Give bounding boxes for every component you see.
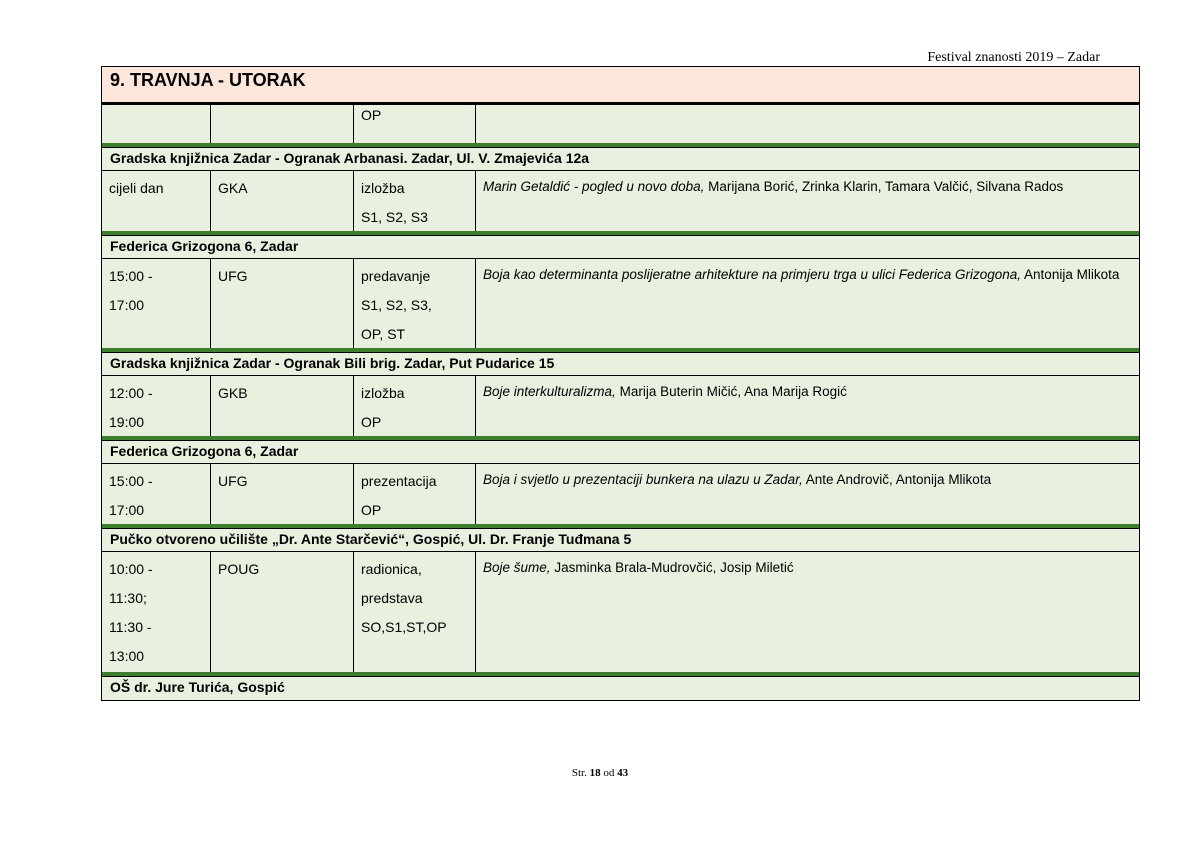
event-title: Boja i svjetlo u prezentaciji bunkera na ulazu u Zadar, bbox=[483, 472, 803, 487]
description-cell bbox=[476, 552, 1139, 672]
location-row: Gradska knjižnica Zadar - Ogranak Bili brig. Zadar, Put Pudarice 15 bbox=[102, 348, 1139, 376]
footer-mid: od bbox=[603, 767, 615, 779]
time-line: 15:00 - bbox=[109, 473, 153, 489]
time-line: 19:00 bbox=[109, 414, 145, 430]
event-authors: Ante Androvič, Antonija Mlikota bbox=[805, 472, 992, 487]
type-line: OP bbox=[361, 414, 382, 430]
type-cell: OP bbox=[354, 105, 476, 143]
type-line: SO,S1,ST,OP bbox=[361, 619, 447, 635]
event-title: Marin Getaldić - pogled u novo doba, bbox=[483, 179, 705, 194]
type-cell bbox=[354, 376, 476, 436]
type-line: prezentacija bbox=[361, 473, 437, 489]
code-cell: UFG bbox=[211, 464, 354, 524]
code-cell: UFG bbox=[211, 259, 354, 348]
event-authors: Marijana Borić, Zrinka Klarin, Tamara Valčić, Silvana Rados bbox=[708, 179, 1064, 194]
running-header: Festival znanosti 2019 – Zadar bbox=[927, 50, 1100, 65]
table-row bbox=[102, 105, 1139, 143]
time-cell bbox=[102, 376, 211, 436]
total-pages: 43 bbox=[617, 767, 629, 779]
type-cell bbox=[354, 552, 476, 672]
table-row bbox=[102, 552, 1139, 672]
type-line: predstava bbox=[361, 590, 423, 606]
code-cell: GKA bbox=[211, 171, 354, 231]
location-row: Pučko otvoreno učilište „Dr. Ante Starčević“, Gospić, Ul. Dr. Franje Tuđmana 5 bbox=[102, 524, 1139, 552]
time-cell bbox=[102, 171, 211, 231]
current-page-number: 18 bbox=[589, 767, 601, 779]
code-cell bbox=[211, 105, 354, 143]
day-title: 9. TRAVNJA - UTORAK bbox=[102, 67, 1139, 105]
type-line: predavanje bbox=[361, 268, 431, 284]
type-line: izložba bbox=[361, 180, 405, 196]
time-cell bbox=[102, 552, 211, 672]
description-cell bbox=[476, 376, 1139, 436]
time-line: 11:30; bbox=[109, 590, 147, 606]
type-cell bbox=[354, 171, 476, 231]
time-line: 13:00 bbox=[109, 648, 145, 664]
type-line: S1, S2, S3 bbox=[361, 209, 428, 225]
time-line: 17:00 bbox=[109, 502, 145, 518]
type-cell bbox=[354, 464, 476, 524]
type-line: radionica, bbox=[361, 561, 422, 577]
type-line: OP bbox=[361, 502, 382, 518]
type-line: S1, S2, S3, bbox=[361, 297, 432, 313]
description-cell bbox=[476, 105, 1139, 143]
description-cell bbox=[476, 171, 1139, 231]
event-title: Boje interkulturalizma, bbox=[483, 384, 616, 399]
code-cell: POUG bbox=[211, 552, 354, 672]
time-line: 11:30 - bbox=[109, 619, 152, 635]
event-title: Boja kao determinanta poslijeratne arhitekture na primjeru trga u ulici Federica Grizogona, bbox=[483, 267, 1022, 282]
table-row bbox=[102, 171, 1139, 231]
footer-prefix: Str. bbox=[571, 767, 587, 779]
table-row bbox=[102, 464, 1139, 524]
description-cell bbox=[476, 464, 1139, 524]
time-line: 15:00 - bbox=[109, 268, 153, 284]
time-line: cijeli dan bbox=[109, 180, 164, 196]
event-authors: Marija Buterin Mičić, Ana Marija Rogić bbox=[619, 384, 847, 399]
time-line: 10:00 - bbox=[109, 561, 153, 577]
table-row bbox=[102, 376, 1139, 436]
event-title: Boje šume, bbox=[483, 560, 551, 575]
type-cell bbox=[354, 259, 476, 348]
time-line: 12:00 - bbox=[109, 385, 153, 401]
location-row: Gradska knjižnica Zadar - Ogranak Arbanasi. Zadar, Ul. V. Zmajevića 12a bbox=[102, 143, 1139, 171]
description-cell bbox=[476, 259, 1139, 348]
type-line: OP, ST bbox=[361, 326, 406, 342]
location-row: Federica Grizogona 6, Zadar bbox=[102, 231, 1139, 259]
type-line: izložba bbox=[361, 385, 405, 401]
table-row bbox=[102, 259, 1139, 348]
time-line: 17:00 bbox=[109, 297, 145, 313]
schedule-table bbox=[101, 66, 1140, 701]
time-cell bbox=[102, 464, 211, 524]
time-cell bbox=[102, 105, 211, 143]
event-authors: Antonija Mlikota bbox=[1024, 267, 1120, 282]
location-row: OŠ dr. Jure Turića, Gospić bbox=[102, 672, 1139, 700]
time-cell bbox=[102, 259, 211, 348]
location-row: Federica Grizogona 6, Zadar bbox=[102, 436, 1139, 464]
page-footer bbox=[0, 767, 1200, 779]
event-authors: Jasminka Brala-Mudrovčić, Josip Miletić bbox=[554, 560, 794, 575]
code-cell: GKB bbox=[211, 376, 354, 436]
